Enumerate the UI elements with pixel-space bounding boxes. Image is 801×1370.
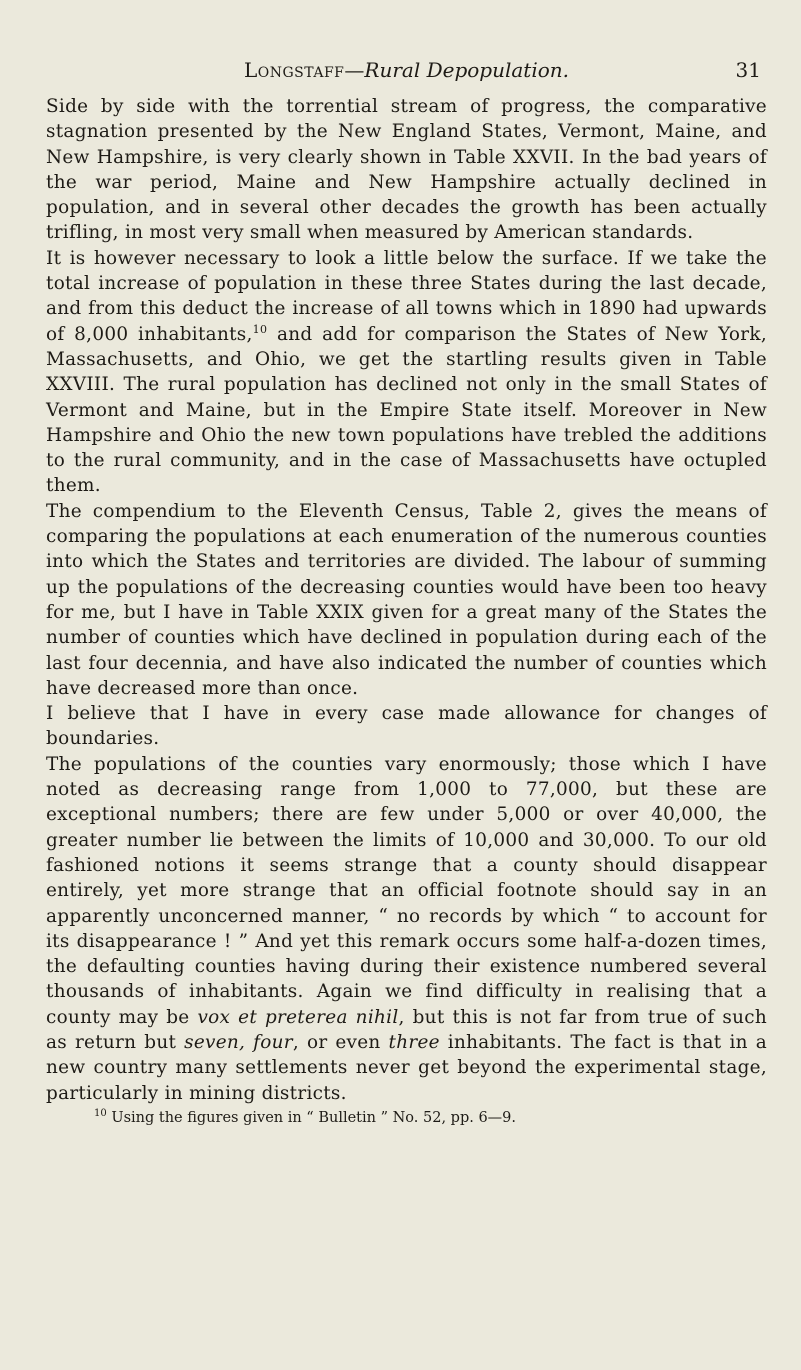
italic-text: three [388, 1031, 440, 1053]
running-head [46, 58, 767, 88]
paragraph [46, 752, 767, 1106]
footnote-marker: 10 [94, 1108, 107, 1120]
running-head-title: Rural Depopulation. [364, 58, 569, 82]
footnote-text: Using the figures given in “ Bulletin ” No. 52, pp. 6—9. [106, 1109, 517, 1126]
paragraph [46, 499, 767, 701]
footnote [46, 1108, 767, 1128]
text-run: The compendium to the Eleventh Census, Table 2, gives the means of comparing the populations at each enumeration of the numerous counties into which the States and territories are divided. The labour of summing up the populations of the decreasing counties would have been too heavy for me, but I have in Table XXIX given for a great many of the States the number of counties which have declined in population during each of the last four decennia, and have also indicated the number of counties which have decreased more than once. [46, 500, 767, 699]
text-run: It is however necessary to look a little below the surface. If we take the total increase of population in these three States during the last decade, and from this deduct the increase of all towns which in 1890 had upwards of 8,000 inhabitants, [46, 247, 767, 345]
text-run: Side by side with the torrential stream of progress, the comparative stagnation presented by the New England States, Vermont, Maine, and New Hampshire, is very clearly shown in Table XXVII. In the bad years of the war period, Maine and New Hampshire actually declined in population, and in several other decades the growth has been actually trifling, in most very small when measured by American standards. [46, 96, 767, 244]
paragraph [46, 94, 767, 246]
paragraph [46, 246, 767, 499]
body-text [46, 94, 767, 1106]
text-run: The populations of the counties vary enormously; those which I have noted as decreasing range from 1,000 to 77,000, but these are exceptional numbers; there are few under 5,000 or over 40,000, the greater number lie between the limits of 10,000 and 30,000. To our old fashioned notions it seems strange that a county should disappear entirely, yet more strange that an official footnote should say in an apparently unconcerned manner, “ no records by which “ to account for its disappearance ! ” And yet this remark occurs some half-a-dozen times, the defaulting counties having during their existence numbered several thousands of inhabitants. Again we find difficulty in realising that a county may be [46, 753, 767, 1028]
text-run: inhabitants. The fact is that in a new country many settlements never get beyond the experimental stage, particularly in mining districts. [46, 1031, 767, 1104]
italic-text: vox et preterea nihil [197, 1006, 399, 1028]
paragraph [46, 701, 767, 752]
page-number: 31 [735, 58, 761, 82]
text-run: , or even [292, 1031, 389, 1053]
text-run: and add for comparison the States of New York, Massachusetts, and Ohio, we get the startling results given in Table XXVIII. The rural population has declined not only in the small States of Vermont and Maine, but in the Empire State itself. Moreover in New Hampshire and Ohio the new town populations have trebled the additions to the rural community, and in the case of Massachusetts have octupled them. [46, 323, 767, 497]
text-run: I believe that I have in every case made allowance for changes of boundaries. [46, 703, 767, 750]
text-run: , but this is not far from true of such as return but [46, 1006, 768, 1053]
italic-text: seven, four [184, 1031, 293, 1053]
footnote-reference: 10 [252, 322, 268, 336]
running-head-author: Longstaff [243, 58, 345, 82]
running-head-separator: — [344, 58, 365, 82]
